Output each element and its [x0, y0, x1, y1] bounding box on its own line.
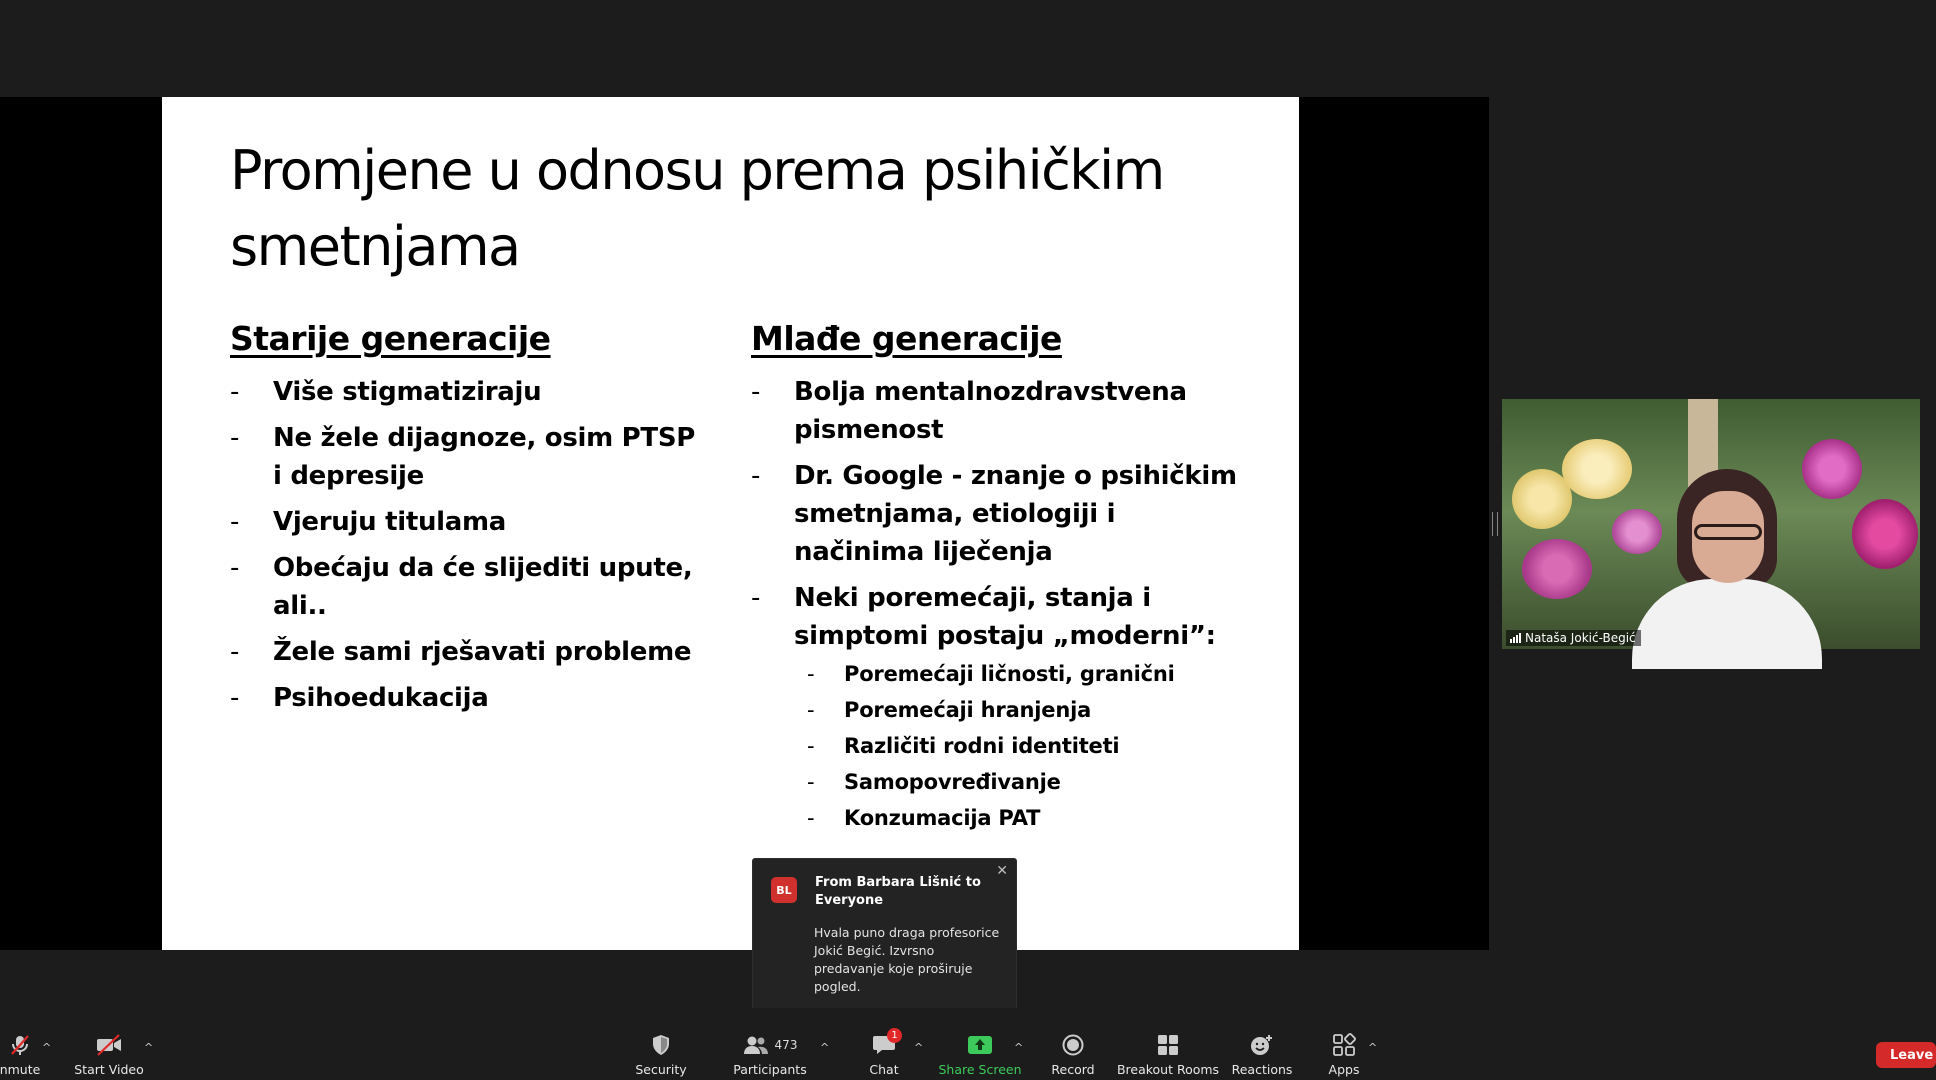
sub-list-item: - Poremećaji ličnosti, granični — [751, 659, 1251, 689]
participants-label: Participants — [733, 1062, 807, 1077]
list-item: - Bolja mentalnozdravstvena pismenost — [751, 373, 1251, 449]
participant-video-tile[interactable] — [1502, 399, 1920, 649]
participant-person — [1622, 469, 1832, 659]
list-item: - Više stigmatiziraju — [230, 373, 710, 411]
list-item: - Dr. Google - znanje o psihičkim smetnjama, etiologiji i načinima liječenja — [751, 457, 1251, 571]
shield-icon — [651, 1034, 671, 1056]
leave-button[interactable]: Leave — [1876, 1042, 1936, 1068]
video-options-caret[interactable]: ^ — [144, 1041, 154, 1054]
apps-options-caret[interactable]: ^ — [1368, 1041, 1378, 1054]
presentation-slide — [162, 97, 1299, 950]
apps-icon — [1333, 1034, 1355, 1056]
reactions-label: Reactions — [1231, 1062, 1293, 1077]
list-item: - Ne žele dijagnoze, osim PTSP i depresije — [230, 419, 710, 495]
list-item: - Obećaju da će slijediti upute, ali.. — [230, 549, 710, 625]
security-label: Security — [635, 1062, 687, 1077]
chat-label: Chat — [869, 1062, 899, 1077]
sub-list-item: - Konzumacija PAT — [751, 803, 1251, 833]
share-screen-label: Share Screen — [938, 1062, 1022, 1077]
breakout-rooms-icon — [1157, 1034, 1179, 1056]
chat-notification-popup[interactable] — [752, 858, 1017, 1013]
participant-name-label — [1506, 630, 1641, 646]
chat-bubble-icon — [872, 1030, 898, 1056]
unmute-button[interactable] — [0, 1008, 44, 1080]
signal-strength-icon — [1510, 633, 1521, 643]
list-item — [751, 579, 1251, 833]
participants-button[interactable] — [734, 1008, 806, 1080]
breakout-rooms-label: Breakout Rooms — [1116, 1062, 1220, 1077]
breakout-rooms-button[interactable] — [1116, 1008, 1220, 1080]
left-bullet-list — [230, 373, 710, 717]
share-screen-button[interactable] — [938, 1008, 1022, 1080]
chat-options-caret[interactable]: ^ — [914, 1041, 924, 1054]
meeting-toolbar — [0, 1008, 1920, 1080]
left-column-heading: Starije generacije — [230, 319, 551, 358]
participants-icon — [743, 1034, 798, 1056]
right-column — [751, 319, 1251, 841]
close-icon[interactable]: ✕ — [996, 863, 1008, 879]
participants-count: 473 — [774, 1038, 798, 1052]
chat-sender-line: From Barbara Lišnić to Everyone — [815, 875, 981, 908]
sub-bullet-list — [794, 659, 1251, 833]
participants-options-caret[interactable]: ^ — [820, 1041, 830, 1054]
right-column-heading: Mlađe generacije — [751, 319, 1062, 358]
share-screen-icon — [967, 1034, 993, 1056]
record-label: Record — [1051, 1062, 1095, 1077]
sub-list-item: - Samopovređivanje — [751, 767, 1251, 797]
left-column — [230, 319, 710, 725]
unmute-label: nmute — [0, 1062, 41, 1077]
list-item-text: Neki poremećaji, stanja i simptomi postaju „moderni”: — [794, 583, 1216, 651]
record-button[interactable] — [1050, 1008, 1096, 1080]
list-item: - Psihoedukacija — [230, 679, 710, 717]
sub-list-item: - Poremećaji hranjenja — [751, 695, 1251, 725]
start-video-button[interactable] — [72, 1008, 146, 1080]
split-resize-handle[interactable] — [1492, 512, 1498, 536]
sub-list-item: - Različiti rodni identiteti — [751, 731, 1251, 761]
right-bullet-list — [751, 373, 1251, 833]
orchid-flower — [1522, 539, 1592, 599]
reactions-button[interactable] — [1232, 1008, 1292, 1080]
participant-name: Nataša Jokić-Begić — [1525, 631, 1636, 645]
orchid-flower — [1852, 499, 1918, 569]
audio-options-caret[interactable]: ^ — [42, 1041, 52, 1054]
video-camera-off-icon — [95, 1034, 123, 1056]
start-video-label: Start Video — [74, 1062, 144, 1077]
chat-button[interactable] — [864, 1008, 904, 1080]
share-options-caret[interactable]: ^ — [1014, 1041, 1024, 1054]
apps-label: Apps — [1328, 1062, 1360, 1077]
list-item: - Žele sami rješavati probleme — [230, 633, 710, 671]
chat-message-text: Hvala puno draga profesorice Jokić Begić. Izvrsno predavanje koje proširuje pogled. — [814, 925, 1000, 994]
security-button[interactable] — [630, 1008, 692, 1080]
microphone-muted-icon — [9, 1034, 31, 1056]
slide-title: Promjene u odnosu prema psihičkim smetnjama — [230, 139, 1164, 278]
list-item: - Vjeruju titulama — [230, 503, 710, 541]
record-icon — [1062, 1034, 1084, 1056]
sender-avatar: BL — [771, 877, 797, 903]
apps-button[interactable] — [1326, 1008, 1362, 1080]
smiley-plus-icon — [1250, 1034, 1274, 1056]
chat-unread-badge: 1 — [887, 1028, 902, 1043]
